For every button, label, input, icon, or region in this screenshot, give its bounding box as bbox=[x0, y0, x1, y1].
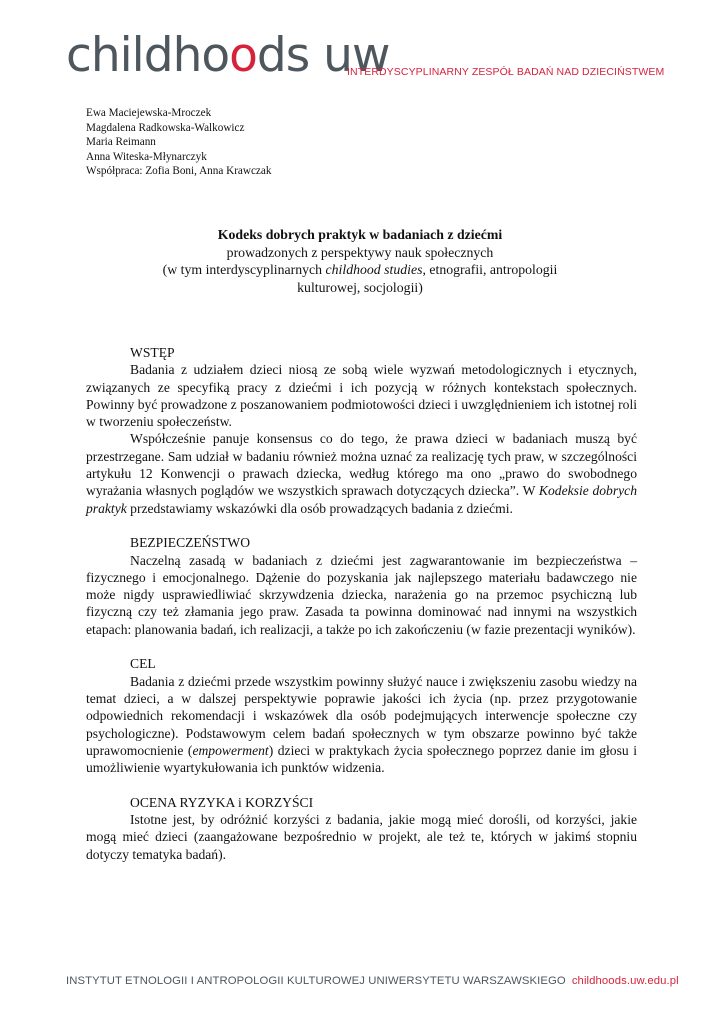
page-footer bbox=[66, 975, 679, 987]
section-heading: OCENA RYZYKA i KORZYŚCI bbox=[130, 794, 314, 810]
author-list bbox=[86, 106, 271, 179]
section-bezpieczenstwo bbox=[86, 534, 637, 638]
paragraph: Badania z dziećmi przede wszystkim powinny służyć nauce i zwiększeniu zasobu wiedzy na temat dzieci, a w dalszej perspektywie poprawie jakości ich życia (np. przez przygotowanie odpowiednich rekomendacji i wskazówek dla osób podejmujących interwencje społeczne czy psychologiczne). Podstawowym celem badań społecznych w tym obszarze powinno być także uprawomocnienie (empowerment) dzieci w praktykach życia społecznego poprzez danie im głosu i umożliwienie wyartykułowania ich punktów widzenia. bbox=[86, 673, 637, 776]
document-body bbox=[86, 344, 637, 880]
document-subtitle-line: prowadzonych z perspektywy nauk społecznych bbox=[226, 244, 494, 260]
author-name: Ewa Maciejewska-Mroczek bbox=[86, 107, 212, 119]
footer-institute: INSTYTUT ETNOLOGII I ANTROPOLOGII KULTUROWEJ UNIWERSYTETU WARSZAWSKIEGO bbox=[66, 975, 566, 987]
document-subtitle-line: kulturowej, socjologii) bbox=[297, 279, 423, 295]
author-name: Maria Reimann bbox=[86, 136, 156, 149]
header-tagline: INTERDYSCYPLINARNY ZESPÓŁ BADAŃ NAD DZIECIŃSTWEM bbox=[347, 66, 665, 78]
childhoods-logo: childhoods uw bbox=[66, 28, 390, 83]
emphasis-term: childhood studies bbox=[325, 262, 423, 277]
page-header bbox=[66, 28, 696, 88]
paragraph: Współcześnie panuje konsensus co do tego, że prawa dzieci w badaniach muszą być przestrzegane. Sam udział w badaniu również można uznać za realizację tych praw, w szczególności artykułu 12 Konwencji o prawach dziecka, według którego ma ono „prawo do swobodnego wyrażania własnych poglądów we wszystkich sprawach dotyczących dziecka”. W Kodeksie dobrych praktyk przedstawiamy wskazówki dla osób prowadzących badania z dziećmi. bbox=[86, 431, 637, 516]
section-ryzyko bbox=[86, 794, 637, 863]
paragraph: Istotne jest, by odróżnić korzyści z badania, jakie mogą mieć dorośli, od korzyści, jakie mogą mieć dzieci (zaangażowane bezpośrednio w projekt, ale też te, których w jakimś stopniu dotyczy tematyka badań). bbox=[86, 812, 637, 862]
paragraph: Badania z udziałem dzieci niosą ze sobą wiele wyzwań metodologicznych i etycznych, związanych ze specyfiką pracy z dziećmi i ich pozycją w różnych kontekstach społecznych. Powinny być prowadzone z poszanowaniem podmiotowości dzieci i uwzględnieniem ich istotnej roli w tworzeniu społeczeństw. bbox=[86, 362, 637, 430]
section-heading: WSTĘP bbox=[130, 345, 175, 360]
paragraph: Naczelną zasadą w badaniach z dziećmi jest zagwarantowanie im bezpieczeństwa – fizycznego i emocjonalnego. Dążenie do pozyskania jak najlepszego materiału badawczego nie może nigdy usprawiedliwiać skrzywdzenia dziecka, narażenia go na przemoc psychiczną lub fizyczną czy też złamania jego praw. Zasada ta powinna dominować nad innymi na wszystkich etapach: planowania badań, ich realizacji, a także po ich zakończeniu (w fazie prezentacji wyników). bbox=[86, 552, 637, 637]
document-title: Kodeks dobrych praktyk w badaniach z dziećmi bbox=[217, 227, 503, 242]
section-wstep bbox=[86, 344, 637, 517]
section-cel bbox=[86, 655, 637, 776]
author-name: Anna Witeska-Młynarczyk bbox=[86, 150, 207, 163]
section-heading: BEZPIECZEŃSTWO bbox=[130, 535, 251, 551]
footer-url-link[interactable]: childhoods.uw.edu.pl bbox=[571, 975, 679, 987]
document-subtitle-line: (w tym interdyscyplinarnych childhood studies, etnografii, antropologii bbox=[162, 262, 558, 277]
section-heading: CEL bbox=[130, 656, 156, 672]
document-title-block bbox=[100, 226, 620, 296]
emphasis-term: empowerment bbox=[192, 742, 269, 758]
emphasis-term: Kodeksie dobrych praktyk bbox=[86, 483, 637, 516]
collaborators: Współpraca: Zofia Boni, Anna Krawczak bbox=[86, 165, 272, 178]
author-name: Magdalena Radkowska-Walkowicz bbox=[86, 121, 245, 134]
